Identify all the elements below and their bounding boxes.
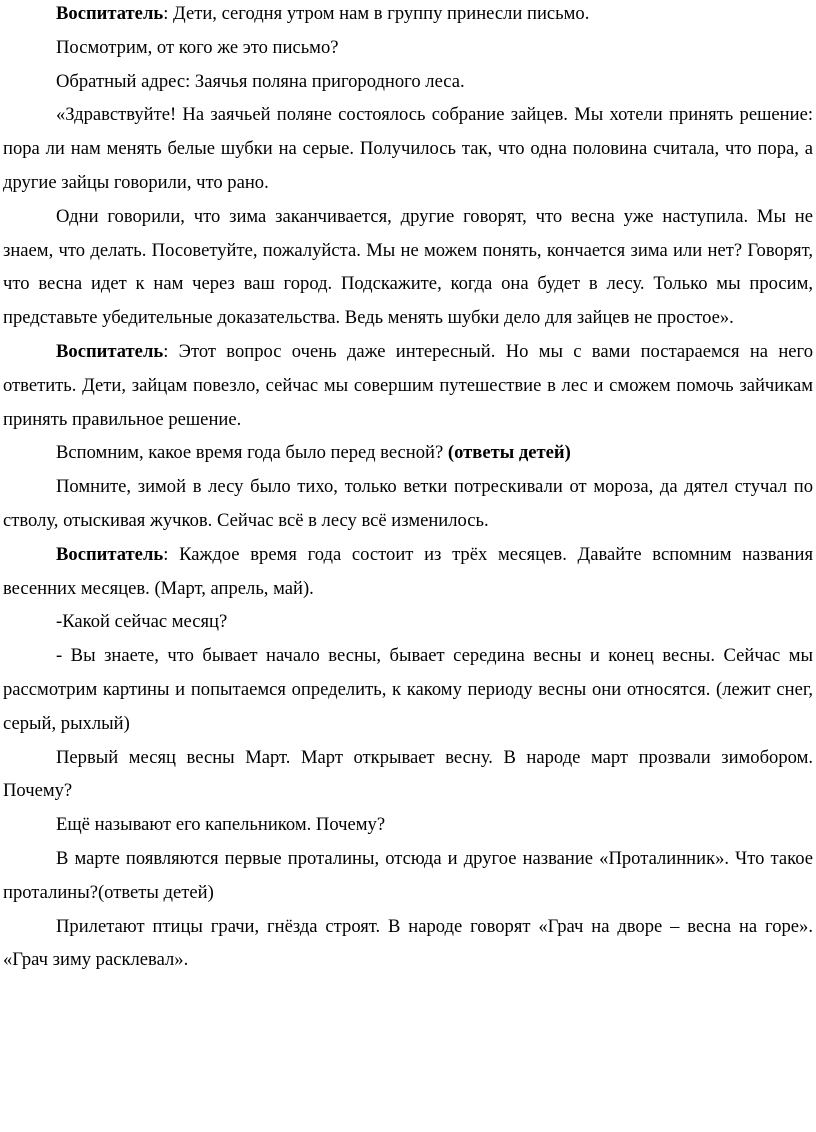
paragraph-5: Одни говорили, что зима заканчивается, другие говорят, что весна уже наступила. Мы не знаем, что делать. Посоветуйте, пожалуйста. Мы не можем понять, кончается зима или нет? Говорят, что весна идет к нам через ваш город. Подскажите, когда она будет в лесу. Только мы просим, представьте убедительные доказательства. Ведь менять шубки дело для зайцев не простое». [3, 205, 813, 329]
paragraph-4: «Здравствуйте! На заячьей поляне состоялось собрание зайцев. Мы хотели принять решение: пора ли нам менять белые шубки на серые. Получилось так, что одна половина считала, что пора, а другие зайцы говорили, что рано. [3, 104, 813, 193]
children-answers-note: (ответы детей) [447, 442, 571, 464]
paragraph-10: -Какой сейчас месяц? [56, 611, 228, 633]
paragraph-9 [3, 538, 813, 606]
speaker-label: Воспитатель [56, 543, 164, 565]
paragraph-12: Первый месяц весны Март. Март открывает весну. В народе март прозвали зимобором. Почему? [3, 746, 813, 802]
paragraph-7 [3, 436, 813, 470]
paragraph-1 [3, 0, 813, 31]
paragraph-text: : Каждое время года состоит из трёх месяцев. Давайте вспомним названия весенних месяцев. (Март, апрель, май). [3, 543, 813, 599]
paragraph-3: Обратный адрес: Заячья поляна пригородного леса. [56, 70, 465, 92]
paragraph-15: Прилетают птицы грачи, гнёзда строят. В народе говорят «Грач на дворе – весна на горе». «Грач зиму расклевал». [3, 915, 813, 971]
speaker-label: Воспитатель [56, 340, 164, 362]
paragraph-text: Вспомним, какое время года было перед весной? [56, 442, 448, 464]
paragraph-2: Посмотрим, от кого же это письмо? [56, 36, 339, 58]
paragraph-text: : Этот вопрос очень даже интересный. Но мы с вами постараемся на него ответить. Дети, зайцам повезло, сейчас мы совершим путешествие в лес и сможем помочь зайчикам принять правильное решение. [3, 340, 813, 430]
paragraph-11: - Вы знаете, что бывает начало весны, бывает середина весны и конец весны. Сейчас мы рассмотрим картины и попытаемся определить, к какому периоду весны они относятся. (лежит снег, серый, рыхлый) [3, 645, 813, 734]
paragraph-8: Помните, зимой в лесу было тихо, только ветки потрескивали от мороза, да дятел стучал по стволу, отыскивая жучков. Сейчас всё в лесу всё изменилось. [3, 476, 813, 531]
paragraph-13: Ещё называют его капельником. Почему? [56, 814, 386, 836]
paragraph-6 [3, 335, 813, 436]
paragraph-14: В марте появляются первые проталины, отсюда и другое название «Проталинник». Что такое проталины?(ответы детей) [3, 847, 813, 903]
paragraph-text: : Дети, сегодня утром нам в группу принесли письмо. [163, 3, 590, 24]
speaker-label: Воспитатель [56, 3, 164, 24]
